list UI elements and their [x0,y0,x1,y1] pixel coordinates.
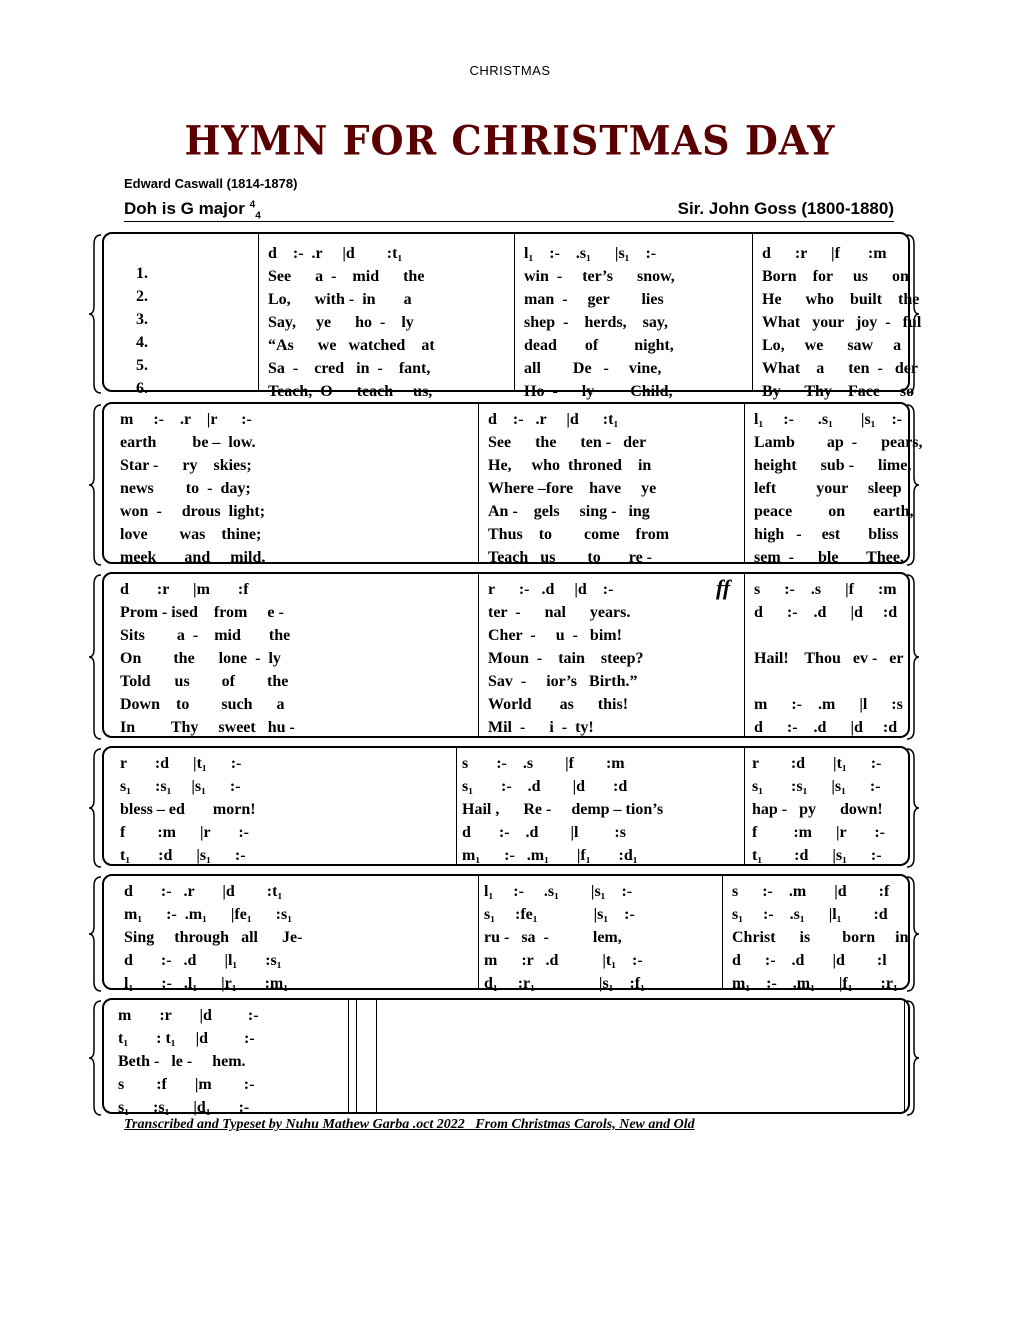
lyric-or-part-line: man - ger lies [524,291,664,308]
lyric-or-part-line: s₁ :fe₁ |s₁ :- [484,906,635,923]
lyric-or-part-line: Beth - le - hem. [118,1053,246,1070]
lyric-or-part-line: s₁ :s₁ |d₁ :- [118,1099,250,1116]
column-divider [744,574,745,736]
verse-number: 5. [136,357,148,374]
lyric-or-part-line: m₁ :- .m₁ |f₁ :d₁ [462,847,638,864]
right-brace [906,748,920,872]
lyric-or-part-line: t₁ :d |s₁ :- [120,847,246,864]
left-brace [88,404,102,570]
lyric-or-part-line: high - est bliss [754,526,899,543]
lyric-or-part-line: He who built the [762,291,920,308]
lyric-or-part-line: Lamb ap - pears, [754,434,923,451]
column-divider [258,234,259,390]
column-divider [514,234,515,390]
lyric-or-part-line: left your sleep [754,480,902,497]
time-top: 4 [249,199,256,211]
solfa-line: l₁ :- .s₁ |s₁ :- [524,245,657,262]
column-divider [348,1000,349,1112]
lyric-or-part-line: m₁ :- .m₁ |f₁ :r₁ [732,975,898,992]
lyric-or-part-line: sem - ble Thee, [754,549,904,566]
solfa-line: m :- .r |r :- [120,411,252,428]
left-brace [88,574,102,744]
lyric-or-part-line: Born for us on [762,268,909,285]
lyric-or-part-line: Mil - i - ty! [488,719,594,736]
verse-number: 2. [136,288,148,305]
lyric-or-part-line: ru - sa - lem, [484,929,622,946]
score-system-1 [102,232,922,400]
solfa-line: r :d |t₁ :- [752,755,882,772]
verse-number: 1. [136,265,148,282]
score-system-3 [102,572,910,738]
lyric-or-part-line: By Thy Face so [762,383,915,400]
lyric-or-part-line: World as this! [488,696,629,713]
lyric-or-part-line: ter - nal years. [488,604,631,621]
solfa-line: s :- .m |d :f [732,883,890,900]
lyric-or-part-line: Told us of the [120,673,289,690]
lyric-or-part-line: Teach us to re - [488,549,652,566]
transcription-footer: Transcribed and Typeset by Nuhu Mathew Garba .oct 2022 From Christmas Carols, New and Old [124,1117,695,1132]
lyric-or-part-line: Moun - tain steep? [488,650,644,667]
time-bottom: 4 [255,210,261,222]
left-brace [88,876,102,996]
column-divider [478,574,479,736]
solfa-line: d :- .r |d :t₁ [488,411,619,428]
lyric-or-part-line: Christ is born in [732,929,909,946]
column-divider [478,404,479,562]
lyric-or-part-line: See a - mid the [268,268,425,285]
lyric-or-part-line: Teach, O teach us, [268,383,433,400]
column-divider [904,1000,905,1112]
key-signature [124,199,261,221]
lyric-or-part-line: s₁ :- .d |d :d [462,778,628,795]
lyric-or-part-line: s₁ :s₁ |s₁ :- [120,778,241,795]
column-divider [744,404,745,562]
lyric-or-part-line: Lo, we saw a [762,337,902,354]
dynamic-marking: ff [716,575,731,600]
column-divider [722,876,723,988]
lyric-or-part-line: peace on earth, [754,503,914,520]
lyric-or-part-line: m₁ :- .m₁ |fe₁ :s₁ [124,906,293,923]
lyric-or-part-line: win - ter’s snow, [524,268,675,285]
column-divider [376,1000,377,1112]
key-line [124,199,894,222]
lyric-or-part-line: d :- .d |d :l [732,952,887,969]
lyric-or-part-line: news to - day; [120,480,251,497]
lyric-or-part-line: s₁ :- .s₁ |l₁ :d [732,906,888,923]
lyric-or-part-line: “As we watched at [268,337,435,354]
section-header: CHRISTMAS [469,63,551,78]
left-brace [88,748,102,872]
solfa-line: m :r |d :- [118,1007,259,1024]
lyric-or-part-line: Sav - ior’s Birth.” [488,673,638,690]
lyric-or-part-line: In Thy sweet hu - [120,719,295,736]
lyric-or-part-line: Sing through all Je- [124,929,303,946]
author-credit: Edward Caswall (1814-1878) [124,176,298,191]
solfa-line: r :- .d |d :- [488,581,614,598]
lyric-or-part-line: shep - herds, say, [524,314,669,331]
lyric-or-part-line: He, who throned in [488,457,652,474]
column-divider [478,876,479,988]
lyric-or-part-line: earth be – low. [120,434,256,451]
hymn-title: HYMN FOR CHRISTMAS DAY [184,116,836,165]
column-divider [752,234,753,390]
solfa-line: r :d |t₁ :- [120,755,242,772]
lyric-or-part-line: Prom - ised from e - [120,604,284,621]
solfa-line: d :r |m :f [120,581,249,598]
lyric-or-part-line: What your joy - ful [762,314,922,331]
lyric-or-part-line: m :r .d |t₁ :- [484,952,643,969]
lyric-or-part-line: height sub - lime, [754,457,912,474]
solfa-line: d :r |f :m [762,245,887,262]
key-label: Doh is G major [124,199,245,218]
lyric-or-part-line: d :- .d |d :d [754,604,898,621]
left-brace [88,1000,102,1120]
lyric-or-part-line: won - drous light; [120,503,266,520]
score-system-4 [102,746,910,866]
lyric-or-part-line: d₁ :r₁ |s₁ :f₁ [484,975,645,992]
score-system-6 [102,998,910,1114]
lyric-or-part-line: d :- .d |l₁ :s₁ [124,952,282,969]
lyric-or-part-line: f :m |r :- [752,824,885,841]
lyric-or-part-line: love was thine; [120,526,262,543]
score-system-5 [102,874,910,990]
lyric-or-part-line: s :f |m :- [118,1076,255,1093]
left-brace [88,234,102,398]
verse-number: 6. [136,380,148,397]
lyric-or-part-line: dead of night, [524,337,674,354]
lyric-or-part-line: Ho - ly Child, [524,383,673,400]
verse-number: 4. [136,334,148,351]
lyric-or-part-line: Star - ry skies; [120,457,252,474]
lyric-or-part-line: See the ten - der [488,434,647,451]
solfa-line: l₁ :- .s₁ |s₁ :- [754,411,903,428]
lyric-or-part-line: m :- .m |l :s [754,696,903,713]
column-divider [456,748,457,864]
score-system-2 [102,402,923,566]
verse-number: 3. [136,311,148,328]
lyric-or-part-line: all De - vine, [524,360,662,377]
lyric-or-part-line: Thus to come from [488,526,670,543]
lyric-or-part-line: Down to such a [120,696,285,713]
lyric-or-part-line: s₁ :s₁ |s₁ :- [752,778,881,795]
solfa-line: s :- .s |f :m [754,581,897,598]
lyric-or-part-line: l₁ :- .l₁ |r₁ :m₁ [124,975,289,992]
lyric-or-part-line: f :m |r :- [120,824,249,841]
lyric-or-part-line: Sits a - mid the [120,627,291,644]
solfa-line: d :- .r |d :t₁ [268,245,403,262]
solfa-line: d :- .r |d :t₁ [124,883,283,900]
composer-credit: Sir. John Goss (1800-1880) [677,199,894,218]
lyric-or-part-line: d :- .d |d :d [754,719,898,736]
lyric-or-part-line: Hail! Thou ev - er [754,650,904,667]
lyric-or-part-line: t₁ : t₁ |d :- [118,1030,255,1047]
lyric-or-part-line: What a ten - der [762,360,918,377]
solfa-line: l₁ :- .s₁ |s₁ :- [484,883,633,900]
lyric-or-part-line: Sa - cred in - fant, [268,360,431,377]
lyric-or-part-line: An - gels sing - ing [488,503,650,520]
right-brace [906,574,920,744]
lyric-or-part-line: Where –fore have ye [488,480,657,497]
lyric-or-part-line: On the lone - ly [120,650,281,667]
lyric-or-part-line: bless – ed morn! [120,801,256,818]
lyric-or-part-line: Cher - u - bim! [488,627,622,644]
lyric-or-part-line: hap - py down! [752,801,883,818]
right-brace [906,404,920,570]
solfa-line: s :- .s |f :m [462,755,625,772]
lyric-or-part-line: Say, ye ho - ly [268,314,414,331]
lyric-or-part-line: t₁ :d |s₁ :- [752,847,882,864]
column-divider [744,748,745,864]
lyric-or-part-line: Lo, with - in a [268,291,412,308]
lyric-or-part-line: Hail , Re - demp – tion’s [462,801,664,818]
right-brace [906,1000,920,1120]
column-divider [356,1000,357,1112]
lyric-or-part-line: meek and mild, [120,549,266,566]
lyric-or-part-line: d :- .d |l :s [462,824,626,841]
